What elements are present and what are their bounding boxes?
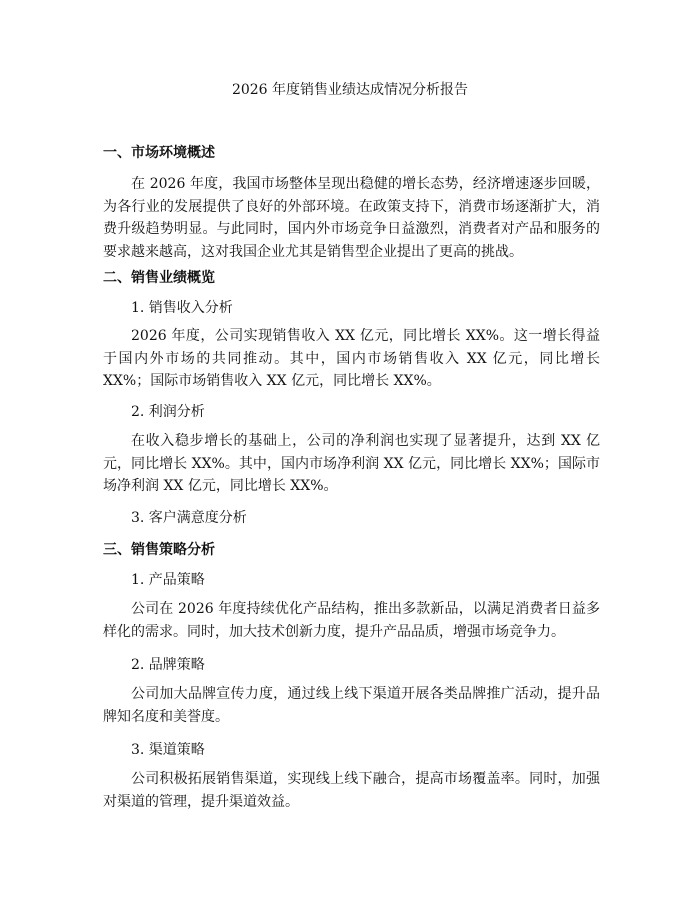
section-heading-market-environment: 一、市场环境概述 (103, 145, 215, 161)
subsection-paragraph-profit: 在收入稳步增长的基础上，公司的净利润也实现了显著提升，达到 XX 亿元，同比增长 XX%。其中，国内市场净利润 XX 亿元，同比增长 XX%；国际市场净利润 XX 亿元，同比增长 XX%。 (103, 433, 600, 494)
section-paragraph-market-environment: 在 2026 年度，我国市场整体呈现出稳健的增长态势，经济增速逐步回暖，为各行业的发展提供了良好的外部环境。在政策支持下，消费市场逐渐扩大，消费升级趋势明显。与此同时，国内外市场竞争日益激烈，消费者对产品和服务的要求越来越高，这对我国企业尤其是销售型企业提出了更高的挑战。 (103, 176, 600, 260)
document-title: 2026 年度销售业绩达成情况分析报告 (231, 82, 469, 98)
subsection-heading-channel-strategy: 3. 渠道策略 (131, 742, 205, 758)
subsection-heading-profit: 2. 利润分析 (131, 404, 205, 420)
subsection-heading-product-strategy: 1. 产品策略 (131, 572, 205, 588)
subsection-heading-brand-strategy: 2. 品牌策略 (131, 657, 205, 673)
subsection-paragraph-brand-strategy: 公司加大品牌宣传力度，通过线上线下渠道开展各类品牌推广活动，提升品牌知名度和美誉度。 (103, 686, 600, 725)
subsection-heading-customer-satisfaction: 3. 客户满意度分析 (131, 510, 247, 526)
section-heading-sales-strategy: 三、销售策略分析 (103, 542, 215, 558)
subsection-paragraph-product-strategy: 公司在 2026 年度持续优化产品结构，推出多款新品，以满足消费者日益多样化的需求。同时，加大技术创新力度，提升产品品质，增强市场竞争力。 (103, 601, 600, 640)
subsection-paragraph-channel-strategy: 公司积极拓展销售渠道，实现线上线下融合，提高市场覆盖率。同时，加强对渠道的管理，提升渠道效益。 (103, 771, 600, 810)
subsection-heading-revenue: 1. 销售收入分析 (131, 300, 233, 316)
section-heading-sales-overview: 二、销售业绩概览 (103, 270, 215, 286)
subsection-paragraph-revenue: 2026 年度，公司实现销售收入 XX 亿元，同比增长 XX%。这一增长得益于国内外市场的共同推动。其中，国内市场销售收入 XX 亿元，同比增长 XX%；国际市场销售收入 XX 亿元，同比增长 XX%。 (103, 328, 600, 389)
